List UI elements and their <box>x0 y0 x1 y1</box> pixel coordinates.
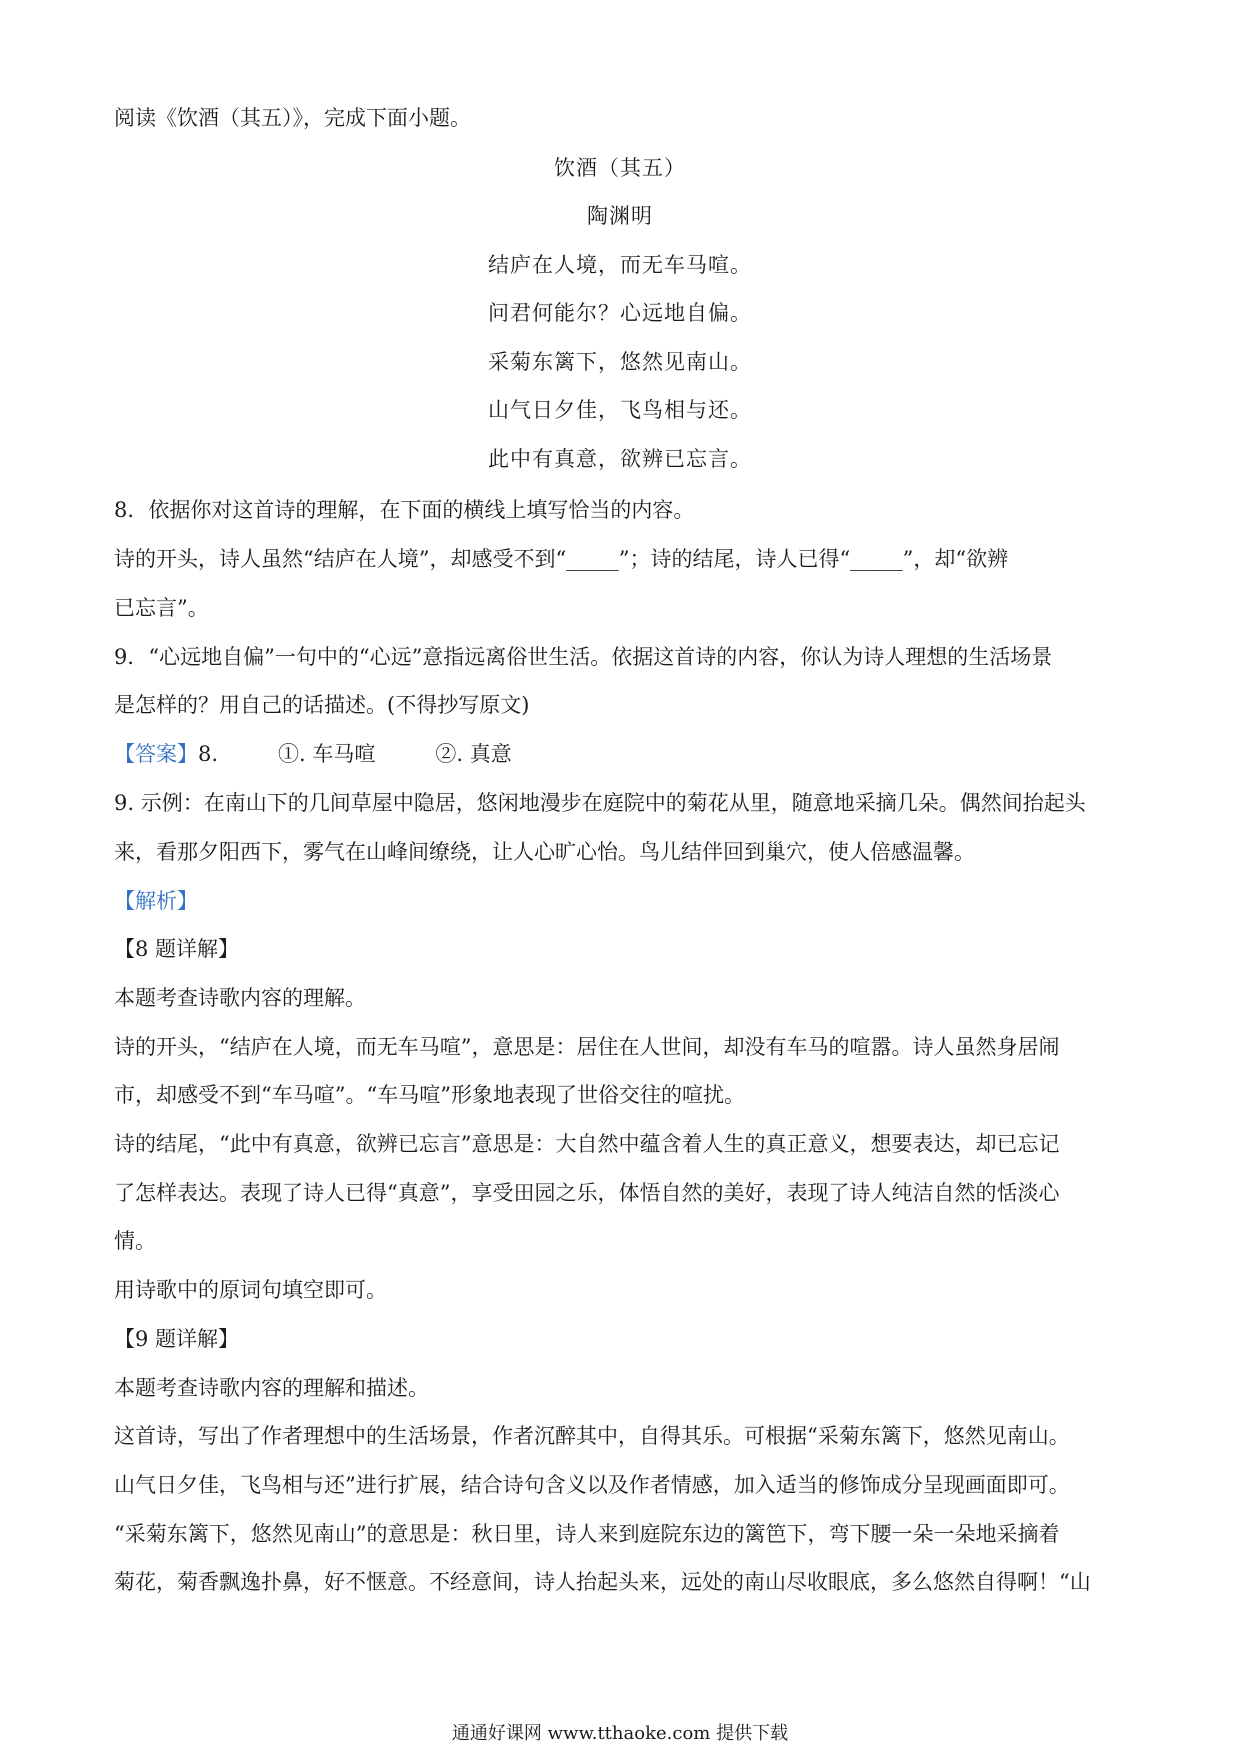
poem-line: 山气日夕佳，飞鸟相与还。 <box>488 398 752 422</box>
question-9-stem: 9．“心远地自偏”一句中的“心远”意指远离俗世生活。依据这首诗的内容，你认为诗人理想的生活场景 <box>114 645 1053 669</box>
analysis-line: 菊花，菊香飘逸扑鼻，好不惬意。不经意间，诗人抬起头来，远处的南山尽收眼底，多么悠然自得啊！“山 <box>114 1570 1091 1594</box>
poem-line: 问君何能尔？心远地自偏。 <box>488 301 752 325</box>
poem-author: 陶渊明 <box>587 204 653 228</box>
answer-label: 【答案】 <box>114 742 198 766</box>
answer-9: 9. 示例：在南山下的几间草屋中隐居，悠闲地漫步在庭院中的菊花从里，随意地采摘几朵。偶然间抬起头 <box>114 791 1086 815</box>
analysis-line: 本题考查诗歌内容的理解。 <box>114 986 366 1010</box>
reading-instruction: 阅读《饮酒（其五）》，完成下面小题。 <box>114 106 471 130</box>
analysis-line: 情。 <box>114 1229 156 1253</box>
detail-9-heading: 【9 题详解】 <box>114 1327 240 1351</box>
analysis-line: 本题考查诗歌内容的理解和描述。 <box>114 1376 429 1400</box>
answer-9-cont: 来，看那夕阳西下，雾气在山峰间缭绕，让人心旷心怡。鸟儿结伴回到巢穴，使人倍感温馨。 <box>114 840 975 864</box>
answer-number: 8. <box>198 742 219 766</box>
answer-item-1: ①. 车马喧 <box>278 742 376 766</box>
question-8-blank-line-cont: 已忘言”。 <box>114 596 209 620</box>
analysis-line: 诗的开头，“结庐在人境，而无车马喧”，意思是：居住在人世间，却没有车马的喧嚣。诗人虽然身居闹 <box>114 1035 1060 1059</box>
poem-title: 饮酒（其五） <box>554 156 686 180</box>
poem-line: 结庐在人境，而无车马喧。 <box>488 253 752 277</box>
footer-source: 通通好课网 www.tthaoke.com 提供下载 <box>451 1723 789 1744</box>
question-8-blank-line: 诗的开头，诗人虽然“结庐在人境”，却感受不到“_____”；诗的结尾，诗人已得“_____”，却“欲辨 <box>114 547 1009 571</box>
analysis-line: 了怎样表达。表现了诗人已得“真意”，享受田园之乐，体悟自然的美好，表现了诗人纯洁自然的恬淡心 <box>114 1181 1060 1205</box>
poem-line: 此中有真意，欲辨已忘言。 <box>488 447 752 471</box>
analysis-label: 【解析】 <box>114 889 198 913</box>
poem-line: 采菊东篱下，悠然见南山。 <box>488 350 752 374</box>
question-9-stem-cont: 是怎样的？用自己的话描述。(不得抄写原文) <box>114 693 530 717</box>
answer-row <box>114 739 1134 769</box>
analysis-line: 用诗歌中的原词句填空即可。 <box>114 1278 387 1302</box>
analysis-line: 这首诗，写出了作者理想中的生活场景，作者沉醉其中，自得其乐。可根据“采菊东篱下，悠然见南山。 <box>114 1424 1070 1448</box>
analysis-line: 山气日夕佳，飞鸟相与还”进行扩展，结合诗句含义以及作者情感，加入适当的修饰成分呈现画面即可。 <box>114 1473 1070 1497</box>
question-8-stem: 8．依据你对这首诗的理解，在下面的横线上填写恰当的内容。 <box>114 498 695 522</box>
answer-item-2: ②. 真意 <box>435 742 512 766</box>
detail-8-heading: 【8 题详解】 <box>114 937 240 961</box>
analysis-line: 诗的结尾，“此中有真意，欲辨已忘言”意思是：大自然中蕴含着人生的真正意义，想要表达，却已忘记 <box>114 1132 1060 1156</box>
analysis-line: “采菊东篱下，悠然见南山”的意思是：秋日里，诗人来到庭院东边的篱笆下，弯下腰一朵一朵地采摘着 <box>114 1522 1060 1546</box>
analysis-line: 市，却感受不到“车马喧”。“车马喧”形象地表现了世俗交往的喧扰。 <box>114 1083 745 1107</box>
